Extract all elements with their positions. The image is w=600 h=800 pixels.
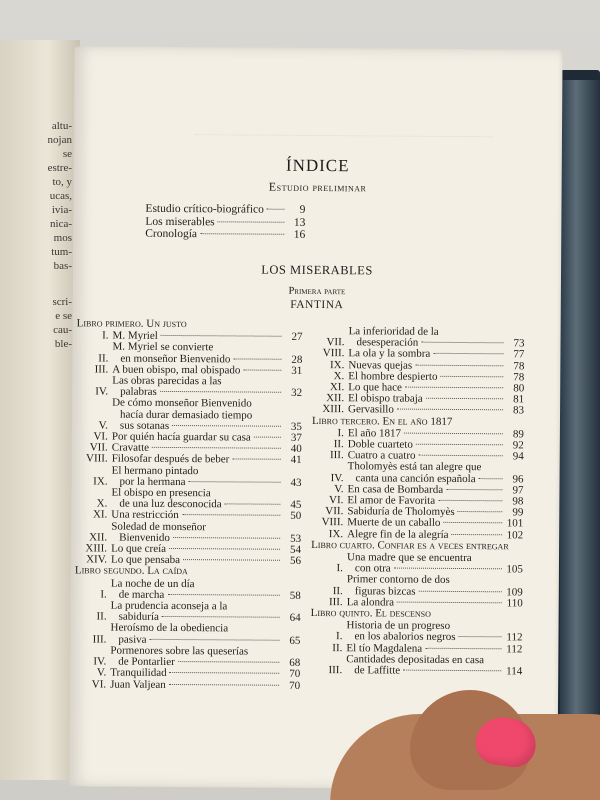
- page-number: 16: [293, 228, 306, 241]
- left-page-text-fragment: nica-: [50, 218, 72, 230]
- dot-leader: [419, 590, 502, 592]
- chapter-title-text: El amor de Favorita: [347, 494, 436, 507]
- chapter-number: VII.: [325, 505, 344, 518]
- chapter-title: [112, 465, 284, 489]
- chapter-entry: [75, 600, 301, 624]
- left-page-text-fragment: ucas,: [49, 190, 72, 202]
- chapter-number: I.: [336, 562, 343, 575]
- chapter-title-text: palabras: [120, 385, 157, 399]
- chapter-title: [111, 521, 283, 545]
- dot-leader: [458, 511, 503, 512]
- chapter-title-text: Una madre que se encuentra: [346, 551, 472, 565]
- dot-leader: [167, 594, 280, 596]
- chapter-title-text: sabiduría: [118, 610, 159, 624]
- chapter-title-text: La inferioridad de la: [348, 325, 439, 338]
- book-heading: Libro tercero. En el año 1817: [311, 414, 453, 428]
- chapter-title-text: Lo que creía: [111, 542, 167, 556]
- page-number: 109: [506, 586, 523, 599]
- chapter-number: V.: [98, 419, 108, 432]
- page-number: 37: [290, 431, 302, 444]
- chapter-title-text: Historia de un progreso: [346, 619, 451, 633]
- chapter-title-text: Las obras parecidas a las: [112, 374, 222, 388]
- page-number: 27: [291, 331, 303, 344]
- dot-leader: [443, 522, 502, 523]
- chapter-number: III.: [94, 363, 109, 376]
- page-number: 96: [512, 473, 524, 486]
- chapter-number: II.: [98, 352, 109, 365]
- dot-leader: [479, 478, 503, 479]
- page-number: 83: [513, 404, 525, 417]
- chapter-number: VIII.: [85, 452, 108, 465]
- chapter-title-text: sus sotanas: [119, 419, 170, 432]
- chapter-title-text: Lo que hace: [348, 381, 403, 394]
- page-number: 43: [290, 476, 302, 489]
- book-section: [74, 566, 301, 692]
- chapter-title-text: Muerte de un caballo: [347, 516, 441, 530]
- chapter-title-text: figuras bizcas: [354, 584, 416, 598]
- dot-leader: [254, 437, 281, 438]
- left-page-text-fragment: altu-: [51, 120, 72, 132]
- left-page-text-fragment: bas-: [53, 260, 72, 272]
- dot-leader: [419, 455, 503, 457]
- preliminary-item: [145, 228, 305, 242]
- chapter-entry: [75, 521, 301, 545]
- chapter-title-text: La alondra: [346, 596, 395, 609]
- dot-leader: [403, 670, 501, 672]
- section-subtitle: Estudio preliminar: [268, 179, 367, 195]
- show-through-text: [194, 125, 494, 137]
- left-page-text-fragment: ivia-: [51, 204, 72, 216]
- chapter-title: [348, 462, 506, 486]
- preliminary-label: Los miserables: [145, 215, 215, 228]
- chapter-number: V.: [334, 482, 344, 496]
- chapter-number: III.: [329, 449, 344, 462]
- chapter-title-text: Bienvenido: [119, 531, 170, 544]
- chapter-title-text: El tío Magdalena: [346, 641, 423, 655]
- left-page: [0, 40, 80, 780]
- chapter-number: II.: [332, 641, 343, 654]
- dot-leader: [397, 601, 502, 603]
- chapter-title: [111, 488, 283, 512]
- book-heading: Libro segundo. La caída: [74, 564, 188, 578]
- page-number: 112: [506, 631, 523, 644]
- chapter-title-text: El obispo en presencia: [111, 486, 211, 500]
- chapter-entry: [75, 487, 301, 511]
- preliminary-item: [145, 215, 305, 229]
- toc-right-column: [310, 326, 524, 678]
- chapter-title: [112, 398, 284, 433]
- chapter-number: VII.: [326, 336, 345, 349]
- chapter-number: VIII.: [321, 516, 344, 529]
- left-page-text-fragment: ble-: [54, 338, 72, 350]
- page-number: 110: [506, 597, 523, 610]
- page-number: 99: [512, 506, 524, 519]
- page-number: 92: [512, 439, 524, 452]
- page-number: 114: [506, 665, 523, 678]
- chapter-title-text: La noche de un día: [110, 577, 195, 590]
- dot-leader: [170, 672, 280, 674]
- chapter-title-text: M. Myriel se convierte: [112, 340, 214, 354]
- dot-leader: [438, 500, 502, 501]
- dot-leader: [426, 398, 503, 400]
- dot-leader: [405, 387, 503, 389]
- chapter-entry: [76, 398, 302, 433]
- dot-leader: [232, 459, 280, 460]
- chapter-entry: [76, 342, 302, 366]
- book-section: [75, 318, 303, 567]
- preliminary-item: [145, 203, 305, 217]
- chapter-number: XIV.: [86, 553, 108, 566]
- page-number: 78: [513, 359, 525, 373]
- dot-leader: [173, 537, 280, 539]
- page-title: ÍNDICE: [285, 155, 350, 176]
- chapter-title: [346, 654, 504, 678]
- chapter-title-text: de Laffitte: [354, 664, 401, 677]
- chapter-title: [110, 623, 282, 647]
- left-page-text-fragment: cau-: [53, 324, 72, 336]
- book-section: [311, 416, 524, 542]
- chapter-title-text: En casa de Bombarda: [347, 483, 444, 496]
- chapter-title-text: Una restricción: [111, 509, 179, 522]
- chapter-title-text: El hermano pintado: [111, 464, 199, 477]
- book-section: [310, 608, 522, 678]
- page-number: 31: [291, 364, 303, 377]
- chapter-entry: [76, 375, 302, 399]
- chapter-title-text: Juan Valjean: [110, 678, 166, 691]
- chapter-title-text: de una luz desconocida: [119, 497, 222, 511]
- chapter-title-text: Gervasillo: [348, 403, 394, 416]
- chapter-title-text: M. Myriel: [112, 329, 158, 343]
- page-number: 9: [299, 203, 306, 216]
- toc-left-column: [74, 318, 303, 691]
- chapter-number: X.: [333, 369, 345, 383]
- book-section: [312, 326, 525, 417]
- dot-leader: [152, 447, 281, 449]
- left-page-text-fragment: mos: [53, 232, 72, 244]
- page-number: 58: [289, 589, 301, 602]
- dot-leader: [421, 342, 503, 344]
- chapter-title-text: Por quién hacía guardar su casa: [111, 430, 251, 444]
- chapter-number: I.: [337, 426, 344, 440]
- chapter-title-text: canta una canción española: [355, 471, 476, 485]
- dot-leader: [394, 568, 502, 570]
- chapter-number: I.: [336, 630, 343, 643]
- chapter-title: [346, 620, 504, 644]
- chapter-title: [112, 376, 284, 400]
- chapter-entry: [311, 552, 523, 576]
- dot-leader: [267, 209, 285, 210]
- dot-leader: [182, 515, 281, 517]
- page-number: 89: [512, 428, 524, 441]
- dot-leader: [233, 358, 281, 359]
- dot-leader: [446, 489, 502, 490]
- page-number: 70: [289, 668, 301, 681]
- chapter-number: I.: [102, 329, 109, 342]
- dot-leader: [440, 376, 503, 377]
- chapter-number: II.: [96, 610, 107, 623]
- section-title: LOS MISERABLES: [261, 262, 373, 278]
- dot-leader: [243, 369, 281, 370]
- chapter-title-text: de marcha: [118, 588, 165, 601]
- chapter-entry: [74, 679, 300, 692]
- chapter-title-text: La ola y la sombra: [348, 347, 431, 361]
- page-number: 94: [512, 450, 524, 463]
- chapter-number: XIII.: [85, 542, 108, 555]
- dot-leader: [459, 636, 502, 637]
- dot-leader: [425, 647, 501, 649]
- chapter-number: IV.: [93, 655, 107, 668]
- page-number: 54: [290, 543, 302, 556]
- dot-leader: [452, 534, 503, 535]
- chapter-number: VI.: [93, 430, 108, 443]
- book-heading: Libro primero. Un justo: [76, 317, 187, 331]
- chapter-title-text: Pormenores sobre las queserías: [110, 644, 249, 658]
- dot-leader: [397, 409, 503, 411]
- chapter-entry: [74, 645, 300, 669]
- chapter-title-text: de Pontarlier: [118, 655, 175, 669]
- page-number: 68: [289, 656, 301, 669]
- part-title: FANTINA: [290, 298, 344, 312]
- chapter-title-text: Soledad de monseñor: [111, 520, 206, 533]
- left-page-text-fragment: e se: [55, 310, 72, 322]
- chapter-number: II.: [333, 438, 344, 451]
- chapter-title-text: pasiva: [118, 633, 147, 646]
- chapter-title-text: Nuevas quejas: [348, 358, 413, 372]
- chapter-title-text: Doble cuarteto: [347, 438, 413, 451]
- page-number: 78: [513, 371, 525, 384]
- page-number: 32: [291, 387, 303, 400]
- dot-leader: [218, 221, 285, 222]
- chapter-number: XI.: [329, 381, 345, 394]
- chapter-title-line: [110, 679, 282, 691]
- page-number: 97: [512, 484, 524, 497]
- dot-leader: [160, 391, 281, 393]
- chapter-title: [110, 679, 282, 691]
- page-number: 105: [506, 563, 523, 576]
- dot-leader: [150, 639, 280, 641]
- chapter-number: X.: [96, 497, 108, 510]
- page-number: 80: [513, 382, 525, 395]
- chapter-number: IX.: [328, 527, 344, 540]
- chapter-number: IX.: [329, 358, 345, 371]
- page-number: 64: [289, 612, 301, 625]
- left-page-text-fragment: estre-: [47, 162, 72, 174]
- dot-leader: [415, 364, 503, 366]
- chapter-number: IX.: [93, 475, 108, 488]
- dot-leader: [404, 432, 503, 434]
- chapter-entry: [74, 623, 300, 647]
- dot-leader: [225, 504, 281, 505]
- dot-leader: [200, 233, 284, 235]
- chapter-title-text: por la hermana: [119, 475, 186, 488]
- chapter-title-text: A buen obispo, mal obispado: [112, 363, 241, 377]
- page-number: 102: [506, 528, 524, 542]
- chapter-title-text: desesperación: [356, 336, 419, 349]
- page-number: 98: [512, 495, 524, 508]
- page-number: 56: [289, 555, 302, 568]
- chapter-number: I.: [100, 588, 107, 601]
- dot-leader: [189, 481, 281, 483]
- book-heading: Libro quinto. El descenso: [310, 607, 431, 620]
- dot-leader: [178, 661, 279, 663]
- chapter-title: [112, 342, 284, 366]
- index-page: [69, 46, 562, 789]
- chapter-title-line: [346, 665, 504, 677]
- chapter-number: VII.: [89, 441, 108, 454]
- chapter-title-text: en los abalorios negros: [354, 630, 456, 644]
- chapter-number: V.: [96, 666, 107, 679]
- preliminary-list: [145, 203, 305, 242]
- dot-leader: [172, 425, 281, 427]
- dot-leader: [183, 559, 280, 561]
- chapter-entry: [76, 465, 302, 489]
- chapter-title-text: Tholomyès está tan alegre que: [347, 460, 482, 474]
- chapter-title-text: Lo que pensaba: [110, 553, 181, 567]
- left-page-text-fragment: nojan: [47, 134, 72, 146]
- dot-leader: [161, 335, 282, 337]
- part-label: Primera parte: [288, 285, 346, 298]
- left-page-text-fragment: tum-: [51, 246, 72, 258]
- chapter-title: [347, 575, 505, 599]
- preliminary-label: Cronología: [145, 227, 198, 241]
- chapter-title-text: De cómo monseñor Bienvenido: [112, 396, 252, 410]
- chapter-number: VI.: [329, 494, 344, 507]
- dot-leader: [433, 353, 503, 354]
- chapter-title-text: Sabiduría de Tholomyès: [347, 505, 455, 519]
- chapter-title-text: Cantidades depositadas en casa: [346, 653, 485, 667]
- chapter-number: XII.: [89, 531, 108, 544]
- dot-leader: [416, 444, 503, 446]
- dot-leader: [169, 683, 279, 685]
- chapter-number: IV.: [330, 471, 344, 484]
- book-heading: Libro cuarto. Confiar es a veces entregar: [311, 538, 509, 553]
- chapter-number: IV.: [95, 385, 109, 398]
- page-number: 53: [290, 532, 302, 545]
- chapter-title-text: Filosofar después de beber: [111, 453, 230, 466]
- preliminary-label: Estudio crítico-biográfico: [145, 202, 264, 216]
- chapter-number: III.: [92, 633, 107, 646]
- chapter-title-text: Alegre fin de la alegría: [347, 527, 449, 541]
- chapter-title-text: El hombre despierto: [348, 370, 438, 383]
- chapter-number: VIII.: [322, 347, 345, 360]
- page-number: 28: [291, 353, 303, 366]
- chapter-number: XI.: [92, 508, 108, 521]
- page-number: 45: [290, 499, 302, 512]
- left-page-text-fragment: scri-: [52, 296, 72, 308]
- page-number: 13: [293, 216, 306, 229]
- chapter-title-text: con otra: [354, 562, 391, 575]
- chapter-title-text: Cravatte: [111, 441, 150, 455]
- chapter-number: III.: [328, 664, 343, 677]
- page-number: 81: [513, 393, 525, 406]
- chapter-entry: [75, 578, 301, 602]
- chapter-number: XII.: [326, 392, 345, 405]
- chapter-title: [111, 578, 283, 602]
- chapter-title-text: Heroísmo de la obediencia: [110, 622, 229, 635]
- chapter-title-text: El año 1817: [347, 427, 402, 440]
- book-section: [311, 540, 523, 610]
- chapter-title: [110, 645, 282, 669]
- page-number: 40: [290, 443, 302, 456]
- page-number: 70: [289, 679, 301, 692]
- chapter-number: XIII.: [322, 403, 345, 416]
- chapter-title-text: El obispo trabaja: [348, 392, 423, 405]
- chapter-entry: [311, 574, 523, 598]
- chapter-entry: [310, 620, 522, 644]
- chapter-number: VI.: [91, 677, 107, 691]
- chapter-title: [348, 326, 506, 350]
- chapter-entry: [312, 326, 524, 350]
- chapter-entry: [310, 654, 522, 678]
- chapter-title-text: hacía durar demasiado tiempo: [119, 408, 253, 422]
- chapter-title-text: Primer contorno de dos: [346, 573, 450, 587]
- page-number: 41: [290, 454, 302, 467]
- chapter-title: [347, 552, 505, 576]
- page-number: 112: [506, 643, 523, 656]
- chapter-title: [111, 601, 283, 625]
- page-number: 73: [513, 337, 525, 350]
- chapter-title-text: La prudencia aconseja a la: [110, 599, 228, 613]
- page-number: 65: [289, 634, 301, 647]
- chapter-number: II.: [332, 584, 343, 597]
- page-number: 50: [290, 510, 302, 523]
- dot-leader: [162, 616, 280, 618]
- page-number: 35: [290, 420, 302, 433]
- chapter-title-text: en monseñor Bienvenido: [120, 352, 231, 366]
- left-page-text-fragment: se: [62, 148, 72, 160]
- left-page-text-fragment: to, y: [52, 176, 72, 188]
- chapter-title-text: Tranquilidad: [110, 666, 167, 680]
- chapter-title-text: Cuatro a cuatro: [347, 449, 416, 462]
- dot-leader: [169, 548, 280, 550]
- chapter-number: III.: [328, 595, 343, 609]
- page-number: 77: [513, 348, 525, 361]
- chapter-entry: [312, 461, 524, 485]
- book-cover-edge: [560, 80, 600, 740]
- page-number: 101: [506, 517, 524, 530]
